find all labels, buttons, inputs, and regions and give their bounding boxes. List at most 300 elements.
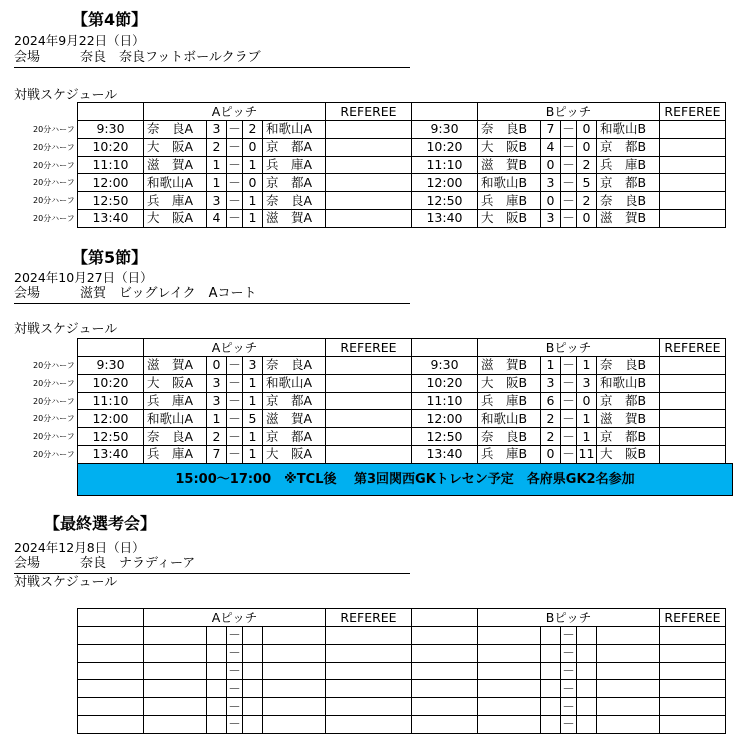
away-score-cell: 0 (577, 121, 597, 139)
match-row (78, 627, 726, 645)
referee-header-a: REFEREE (326, 103, 412, 121)
time-cell: 12:50 (78, 192, 144, 210)
away-team-cell: 奈 良A (263, 192, 326, 210)
away-team-cell: 奈 良B (597, 357, 660, 375)
time-cell: 11:10 (412, 392, 478, 410)
match-row (78, 357, 726, 375)
time-cell (78, 644, 144, 662)
half-length-label: 20分ハーフ (33, 414, 75, 424)
away-team-cell (597, 698, 660, 716)
score-dash: － (228, 680, 241, 696)
score-dash: － (562, 357, 575, 373)
away-score-cell: 0 (577, 392, 597, 410)
referee-cell (326, 357, 412, 375)
away-score-cell: 1 (243, 374, 263, 392)
home-team-cell: 兵 庫A (144, 445, 207, 463)
away-team-cell: 奈 良A (263, 357, 326, 375)
away-team-cell: 京 都B (597, 138, 660, 156)
referee-cell (660, 680, 726, 698)
away-team-cell (263, 715, 326, 733)
match-row (78, 121, 726, 139)
half-length-label: 20分ハーフ (33, 450, 75, 459)
referee-cell (326, 680, 412, 698)
half-length-label: 20分ハーフ (33, 378, 75, 388)
time-cell: 9:30 (412, 121, 478, 139)
home-score-cell: 3 (207, 374, 227, 392)
time-cell: 10:20 (78, 138, 144, 156)
time-cell (412, 627, 478, 645)
away-team-cell: 和歌山A (263, 374, 326, 392)
referee-cell (326, 410, 412, 428)
match-row (78, 644, 726, 662)
time-cell (412, 698, 478, 716)
referee-cell (660, 357, 726, 375)
referee-cell (660, 121, 726, 139)
match-row (78, 428, 726, 446)
away-team-cell (263, 627, 326, 645)
time-cell: 13:40 (78, 445, 144, 463)
home-team-cell (478, 680, 541, 698)
venue-label: 会場 (14, 286, 41, 301)
away-team-cell: 奈 良B (597, 192, 660, 210)
away-score-cell: 0 (243, 138, 263, 156)
away-score-cell (577, 644, 597, 662)
match-row (78, 410, 726, 428)
gk-training-note: 15:00～17:00 ※TCL後 第3回関西GKトレセン予定 各府県GK2名参加 (77, 463, 733, 496)
home-score-cell: 1 (541, 357, 561, 375)
referee-header-b: REFEREE (660, 103, 726, 121)
score-dash: － (562, 392, 575, 408)
away-team-cell (263, 662, 326, 680)
time-cell: 12:00 (78, 410, 144, 428)
away-score-cell (243, 662, 263, 680)
home-team-cell (144, 680, 207, 698)
score-dash: － (562, 139, 575, 155)
home-score-cell: 4 (541, 138, 561, 156)
home-score-cell: 2 (207, 428, 227, 446)
match-row (78, 138, 726, 156)
home-score-cell: 7 (541, 121, 561, 139)
away-score-cell: 5 (577, 174, 597, 192)
score-dash: － (562, 645, 575, 661)
time-cell (78, 715, 144, 733)
score-dash: － (228, 410, 241, 426)
score-dash: － (228, 156, 241, 172)
venue-name: 奈良 奈良フットボールクラブ (80, 50, 261, 65)
referee-header-a: REFEREE (326, 609, 412, 627)
match-row (78, 698, 726, 716)
home-score-cell: 7 (207, 445, 227, 463)
referee-cell (660, 156, 726, 174)
away-team-cell: 京 都A (263, 392, 326, 410)
score-dash: － (228, 662, 241, 678)
home-team-cell (144, 715, 207, 733)
referee-cell (660, 428, 726, 446)
score-dash: － (228, 698, 241, 714)
away-team-cell (263, 644, 326, 662)
home-team-cell: 兵 庫B (478, 392, 541, 410)
away-team-cell (597, 715, 660, 733)
home-score-cell: 3 (541, 209, 561, 227)
referee-cell (326, 715, 412, 733)
score-dash: － (562, 375, 575, 391)
away-team-cell: 滋 賀A (263, 209, 326, 227)
home-score-cell (207, 644, 227, 662)
away-score-cell: 0 (243, 174, 263, 192)
time-cell (78, 627, 144, 645)
time-cell (78, 698, 144, 716)
home-score-cell (541, 662, 561, 680)
time-cell (78, 680, 144, 698)
referee-cell (326, 627, 412, 645)
time-cell (412, 680, 478, 698)
away-score-cell: 1 (243, 209, 263, 227)
match-row (78, 715, 726, 733)
home-score-cell: 0 (541, 192, 561, 210)
home-score-cell (207, 662, 227, 680)
home-score-cell (207, 698, 227, 716)
home-score-cell: 3 (541, 374, 561, 392)
pitch-b-header: Bピッチ (478, 339, 660, 357)
referee-header-b: REFEREE (660, 609, 726, 627)
referee-cell (660, 644, 726, 662)
away-score-cell: 1 (243, 156, 263, 174)
match-row (78, 445, 726, 463)
away-score-cell (243, 698, 263, 716)
referee-cell (660, 138, 726, 156)
away-score-cell: 11 (577, 445, 597, 463)
referee-cell (326, 428, 412, 446)
score-dash: － (562, 192, 575, 208)
score-dash: － (228, 627, 241, 643)
home-team-cell: 滋 賀B (478, 156, 541, 174)
time-cell: 11:10 (78, 392, 144, 410)
referee-cell (326, 209, 412, 227)
referee-header-a: REFEREE (326, 339, 412, 357)
referee-cell (326, 156, 412, 174)
time-cell: 9:30 (412, 357, 478, 375)
match-row (78, 662, 726, 680)
score-dash: － (562, 680, 575, 696)
time-cell (412, 715, 478, 733)
away-score-cell: 1 (577, 410, 597, 428)
away-team-cell: 滋 賀B (597, 209, 660, 227)
time-cell (412, 662, 478, 680)
score-dash: － (562, 446, 575, 462)
home-team-cell: 大 阪B (478, 209, 541, 227)
home-score-cell (207, 627, 227, 645)
home-score-cell: 0 (207, 357, 227, 375)
away-team-cell: 兵 庫A (263, 156, 326, 174)
home-score-cell: 2 (207, 138, 227, 156)
score-dash: － (228, 645, 241, 661)
home-score-cell: 6 (541, 392, 561, 410)
referee-cell (660, 627, 726, 645)
referee-cell (326, 374, 412, 392)
time-cell: 12:50 (412, 428, 478, 446)
home-team-cell: 和歌山A (144, 174, 207, 192)
score-dash: － (228, 139, 241, 155)
away-team-cell: 和歌山B (597, 374, 660, 392)
time-cell (412, 644, 478, 662)
score-dash: － (562, 627, 575, 643)
half-length-label: 20分ハーフ (33, 361, 75, 370)
away-score-cell: 1 (243, 445, 263, 463)
section-title: 【最終選考会】 (44, 514, 157, 533)
home-score-cell: 4 (207, 209, 227, 227)
schedule-table (77, 102, 726, 228)
match-row (78, 209, 726, 227)
home-team-cell: 兵 庫B (478, 192, 541, 210)
score-dash: － (228, 716, 241, 732)
home-score-cell (541, 627, 561, 645)
referee-cell (660, 715, 726, 733)
away-score-cell: 2 (577, 192, 597, 210)
match-date: 2024年10月27日（日） (14, 270, 153, 285)
home-team-cell: 奈 良A (144, 121, 207, 139)
table-header-row (78, 339, 726, 357)
home-team-cell: 滋 賀B (478, 357, 541, 375)
home-team-cell: 大 阪A (144, 209, 207, 227)
venue-label: 会場 (14, 556, 41, 571)
away-score-cell (243, 680, 263, 698)
time-cell: 12:00 (78, 174, 144, 192)
referee-cell (660, 410, 726, 428)
home-score-cell: 3 (207, 392, 227, 410)
away-score-cell (243, 715, 263, 733)
home-score-cell (541, 680, 561, 698)
score-dash: － (562, 121, 575, 137)
away-score-cell (577, 715, 597, 733)
away-score-cell (243, 627, 263, 645)
away-team-cell: 京 都A (263, 138, 326, 156)
away-team-cell (597, 644, 660, 662)
home-team-cell (144, 644, 207, 662)
time-cell: 12:50 (412, 192, 478, 210)
half-length-label: 20分ハーフ (33, 214, 75, 223)
score-dash: － (562, 662, 575, 678)
half-length-label: 20分ハーフ (33, 125, 75, 134)
half-length-label: 20分ハーフ (33, 432, 75, 442)
referee-cell (660, 374, 726, 392)
away-team-cell: 京 都B (597, 174, 660, 192)
home-team-cell: 和歌山B (478, 410, 541, 428)
time-cell: 10:20 (412, 138, 478, 156)
pitch-a-header: Aピッチ (144, 609, 326, 627)
away-score-cell: 3 (577, 374, 597, 392)
score-dash: － (228, 428, 241, 444)
score-dash: － (228, 121, 241, 137)
section-title: 【第4節】 (72, 10, 148, 29)
home-team-cell: 和歌山A (144, 410, 207, 428)
schedule-label: 対戦スケジュール (14, 88, 118, 103)
away-team-cell: 和歌山A (263, 121, 326, 139)
referee-cell (326, 174, 412, 192)
time-cell: 12:00 (412, 174, 478, 192)
home-team-cell (144, 698, 207, 716)
away-score-cell: 0 (577, 209, 597, 227)
match-row (78, 192, 726, 210)
pitch-a-header: Aピッチ (144, 103, 326, 121)
time-cell: 13:40 (412, 209, 478, 227)
away-team-cell: 大 阪B (597, 445, 660, 463)
match-date: 2024年9月22日（日） (14, 33, 145, 48)
half-length-label: 20分ハーフ (33, 178, 75, 188)
time-cell: 9:30 (78, 357, 144, 375)
time-cell: 10:20 (78, 374, 144, 392)
home-team-cell: 大 阪A (144, 374, 207, 392)
score-dash: － (562, 698, 575, 714)
referee-cell (660, 698, 726, 716)
home-score-cell (207, 680, 227, 698)
home-score-cell: 2 (541, 410, 561, 428)
referee-cell (660, 392, 726, 410)
venue-line (14, 556, 410, 574)
home-score-cell: 3 (207, 192, 227, 210)
home-team-cell (144, 662, 207, 680)
away-score-cell (577, 680, 597, 698)
pitch-b-header: Bピッチ (478, 609, 660, 627)
schedule-label: 対戦スケジュール (14, 322, 118, 337)
home-team-cell: 奈 良A (144, 428, 207, 446)
away-team-cell: 京 都A (263, 428, 326, 446)
home-team-cell: 和歌山B (478, 174, 541, 192)
home-team-cell (144, 627, 207, 645)
home-team-cell: 大 阪A (144, 138, 207, 156)
home-team-cell (478, 662, 541, 680)
away-score-cell: 2 (243, 121, 263, 139)
schedule-table (77, 338, 726, 464)
referee-cell (326, 392, 412, 410)
home-score-cell (207, 715, 227, 733)
half-length-label: 20分ハーフ (33, 142, 75, 152)
home-team-cell (478, 698, 541, 716)
referee-cell (326, 698, 412, 716)
away-score-cell: 2 (577, 156, 597, 174)
away-team-cell: 和歌山B (597, 121, 660, 139)
time-cell: 13:40 (78, 209, 144, 227)
referee-cell (326, 121, 412, 139)
score-dash: － (228, 446, 241, 462)
away-team-cell: 大 阪A (263, 445, 326, 463)
away-score-cell: 1 (577, 357, 597, 375)
away-team-cell (597, 680, 660, 698)
home-score-cell (541, 698, 561, 716)
venue-line (14, 286, 410, 304)
away-team-cell: 滋 賀A (263, 410, 326, 428)
home-score-cell (541, 715, 561, 733)
away-score-cell: 0 (577, 138, 597, 156)
referee-cell (326, 192, 412, 210)
score-dash: － (562, 210, 575, 226)
venue-label: 会場 (14, 50, 41, 65)
venue-name: 奈良 ナラディーア (80, 556, 196, 571)
away-score-cell: 1 (577, 428, 597, 446)
score-dash: － (228, 210, 241, 226)
referee-cell (326, 644, 412, 662)
score-dash: － (228, 375, 241, 391)
away-team-cell: 滋 賀B (597, 410, 660, 428)
away-score-cell: 3 (243, 357, 263, 375)
home-score-cell (541, 644, 561, 662)
venue-line (14, 50, 410, 68)
home-score-cell: 3 (207, 121, 227, 139)
home-score-cell: 0 (541, 156, 561, 174)
score-dash: － (228, 192, 241, 208)
home-score-cell: 2 (541, 428, 561, 446)
home-team-cell: 大 阪B (478, 374, 541, 392)
home-team-cell (478, 627, 541, 645)
venue-name: 滋賀 ビッグレイク Aコート (80, 286, 257, 301)
match-row (78, 680, 726, 698)
score-dash: － (228, 392, 241, 408)
referee-cell (326, 662, 412, 680)
home-team-cell: 奈 良B (478, 121, 541, 139)
time-cell: 10:20 (412, 374, 478, 392)
home-team-cell (478, 644, 541, 662)
score-dash: － (562, 156, 575, 172)
schedule-label: 対戦スケジュール (14, 575, 118, 590)
pitch-a-header: Aピッチ (144, 339, 326, 357)
referee-cell (660, 192, 726, 210)
match-row (78, 174, 726, 192)
time-cell: 13:40 (412, 445, 478, 463)
away-score-cell: 5 (243, 410, 263, 428)
referee-header-b: REFEREE (660, 339, 726, 357)
away-score-cell: 1 (243, 192, 263, 210)
time-cell (78, 662, 144, 680)
away-score-cell (577, 627, 597, 645)
table-header-row (78, 103, 726, 121)
away-team-cell: 京 都B (597, 392, 660, 410)
half-length-label: 20分ハーフ (33, 396, 75, 406)
home-score-cell: 3 (541, 174, 561, 192)
half-length-label: 20分ハーフ (33, 196, 75, 206)
home-team-cell: 大 阪B (478, 138, 541, 156)
referee-cell (660, 174, 726, 192)
referee-cell (326, 445, 412, 463)
away-team-cell (597, 627, 660, 645)
away-team-cell (597, 662, 660, 680)
half-length-label: 20分ハーフ (33, 160, 75, 170)
home-team-cell: 兵 庫B (478, 445, 541, 463)
time-cell: 9:30 (78, 121, 144, 139)
referee-cell (660, 662, 726, 680)
away-team-cell (263, 698, 326, 716)
home-score-cell: 1 (207, 156, 227, 174)
home-team-cell: 奈 良B (478, 428, 541, 446)
home-score-cell: 1 (207, 410, 227, 428)
home-score-cell: 0 (541, 445, 561, 463)
schedule-table (77, 608, 726, 734)
referee-cell (660, 445, 726, 463)
away-score-cell (243, 644, 263, 662)
match-row (78, 374, 726, 392)
home-score-cell: 1 (207, 174, 227, 192)
time-cell: 12:50 (78, 428, 144, 446)
referee-cell (326, 138, 412, 156)
section-title: 【第5節】 (72, 248, 148, 267)
score-dash: － (562, 428, 575, 444)
match-row (78, 392, 726, 410)
away-team-cell: 京 都B (597, 428, 660, 446)
time-cell: 12:00 (412, 410, 478, 428)
away-score-cell (577, 698, 597, 716)
away-score-cell: 1 (243, 428, 263, 446)
home-team-cell: 滋 賀A (144, 156, 207, 174)
match-row (78, 156, 726, 174)
home-team-cell (478, 715, 541, 733)
